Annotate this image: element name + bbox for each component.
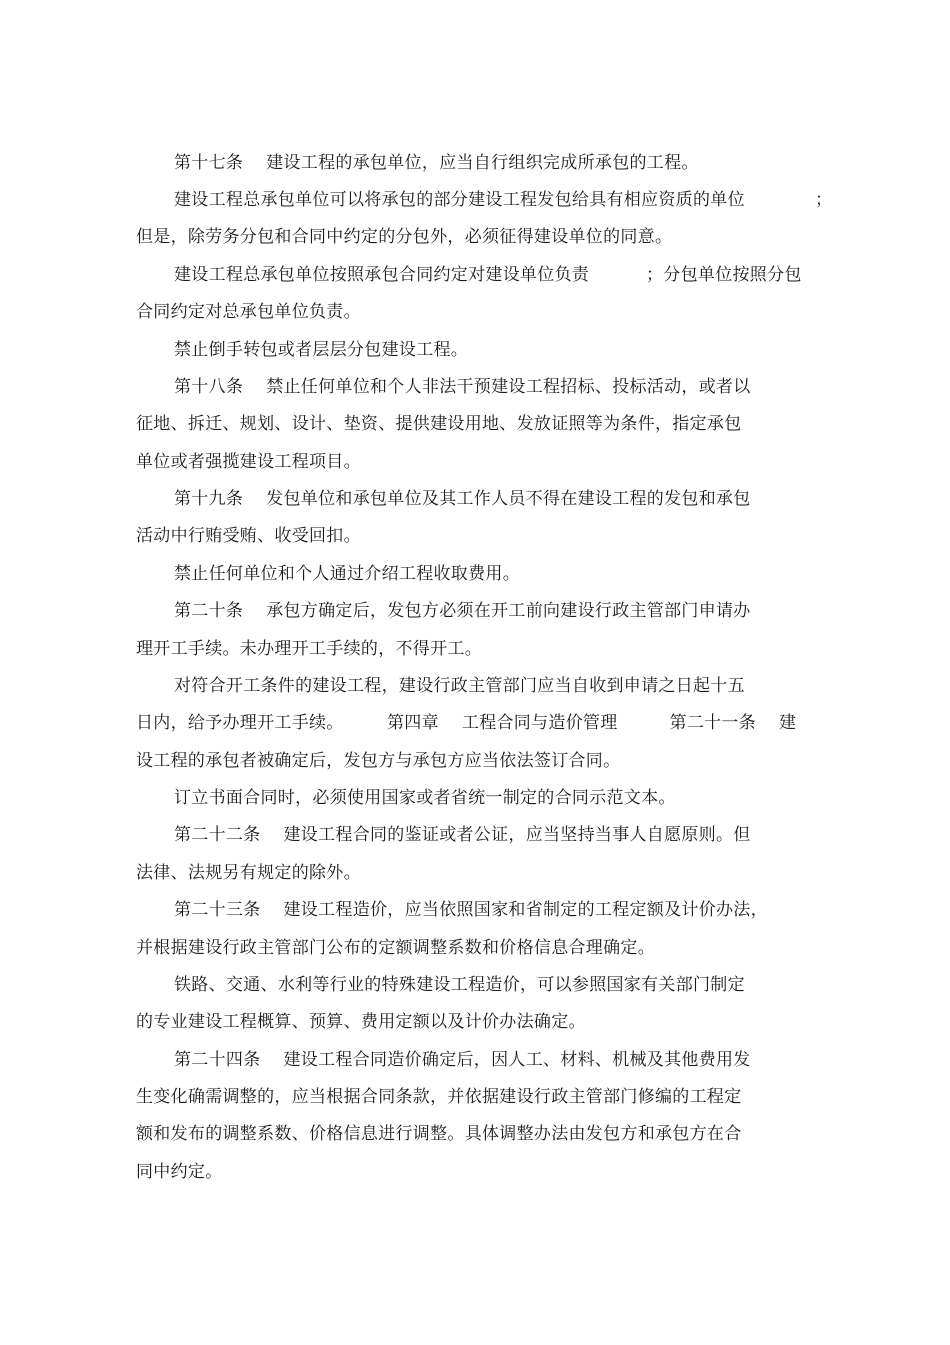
text-line: ； bbox=[815, 190, 833, 210]
text-line: 第二十二条 建设工程合同的鉴证或者公证，应当坚持当事人自愿原则。但 bbox=[174, 825, 751, 845]
text-line: 第十八条 禁止任何单位和个人非法干预建设工程招标、投标活动，或者以 bbox=[174, 377, 751, 397]
text-line: 设工程的承包者被确定后，发包方与承包方应当依法签订合同。 bbox=[136, 751, 621, 771]
text-line: 并根据建设行政主管部门公布的定额调整系数和价格信息合理确定。 bbox=[136, 938, 655, 958]
text-line: 理开工手续。未办理开工手续的，不得开工。 bbox=[136, 639, 482, 659]
text-line: 同中约定。 bbox=[136, 1162, 223, 1182]
text-line: 禁止倒手转包或者层层分包建设工程。 bbox=[174, 340, 469, 360]
text-line: 第十七条 建设工程的承包单位，应当自行组织完成所承包的工程。 bbox=[174, 153, 699, 173]
text-line: 建设工程总承包单位按照承包合同约定对建设单位负责 bbox=[174, 265, 590, 285]
text-line: 第十九条 发包单位和承包单位及其工作人员不得在建设工程的发包和承包 bbox=[174, 489, 751, 509]
text-line: 法律、法规另有规定的除外。 bbox=[136, 863, 361, 883]
text-line: 订立书面合同时，必须使用国家或者省统一制定的合同示范文本。 bbox=[174, 788, 676, 808]
text-line: 生变化确需调整的，应当根据合同条款，并依据建设行政主管部门修编的工程定 bbox=[136, 1087, 742, 1107]
text-line: 铁路、交通、水利等行业的特殊建设工程造价，可以参照国家有关部门制定 bbox=[174, 975, 745, 995]
text-line: 额和发布的调整系数、价格信息进行调整。具体调整办法由发包方和承包方在合 bbox=[136, 1124, 742, 1144]
text-line: 建设工程总承包单位可以将承包的部分建设工程发包给具有相应资质的单位 bbox=[174, 190, 745, 210]
text-line: 合同约定对总承包单位负责。 bbox=[136, 302, 361, 322]
text-line: 第二十三条 建设工程造价，应当依照国家和省制定的工程定额及计价办法， bbox=[174, 900, 768, 920]
text-line: 征地、拆迁、规划、设计、垫资、提供建设用地、发放证照等为条件，指定承包 bbox=[136, 414, 742, 434]
text-line: 单位或者强揽建设工程项目。 bbox=[136, 452, 361, 472]
text-line: 禁止任何单位和个人通过介绍工程收取费用。 bbox=[174, 564, 520, 584]
text-line: 第二十四条 建设工程合同造价确定后，因人工、材料、机械及其他费用发 bbox=[174, 1050, 751, 1070]
text-line: 但是，除劳务分包和合同中约定的分包外，必须征得建设单位的同意。 bbox=[136, 227, 673, 247]
text-line: 活动中行贿受贿、收受回扣。 bbox=[136, 526, 361, 546]
text-line: 对符合开工条件的建设工程，建设行政主管部门应当自收到申请之日起十五 bbox=[174, 676, 745, 696]
text-line: 日内，给予办理开工手续。 第四章 工程合同与造价管理 第二十一条 建 bbox=[136, 713, 797, 733]
text-line: 的专业建设工程概算、预算、费用定额以及计价办法确定。 bbox=[136, 1012, 586, 1032]
text-line: 第二十条 承包方确定后，发包方必须在开工前向建设行政主管部门申请办 bbox=[174, 601, 751, 621]
text-line: ；分包单位按照分包 bbox=[646, 265, 802, 285]
